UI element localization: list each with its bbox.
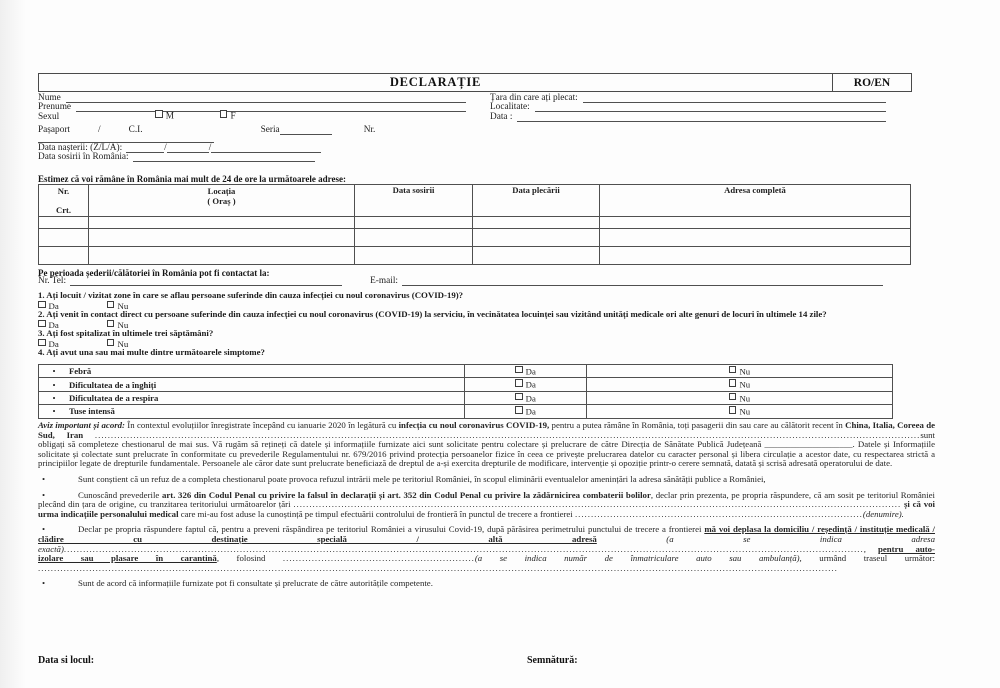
page-title: DECLARAȚIE	[389, 75, 482, 89]
address-row-1	[39, 217, 911, 229]
symptom-row	[39, 391, 893, 404]
checkbox-symptom1-yes[interactable]	[515, 366, 523, 374]
symptoms-table	[38, 364, 893, 419]
name-label: Nume	[38, 92, 61, 103]
bullet-marker: •	[52, 392, 56, 403]
dotted-blank[interactable]: ............................................................	[282, 553, 475, 564]
dotted-blank[interactable]: ..........................................................................................	[574, 508, 863, 519]
col-departure-date: Data plecării	[473, 185, 600, 217]
bullet-run: , folosind	[216, 553, 283, 564]
address-cell[interactable]	[89, 229, 355, 247]
col-location	[89, 185, 355, 217]
sex-male-option	[155, 110, 174, 122]
symptom-row	[39, 405, 893, 418]
no-label: Nu	[117, 320, 129, 330]
series-label: Seria	[260, 125, 280, 135]
arrival-date-field[interactable]	[133, 153, 315, 162]
addresses-table	[38, 184, 911, 265]
language-badge: RO/EN	[832, 74, 911, 91]
bullet-run: care mi-au fost aduse la cunoștință pe timpul efectuării controlului de frontieră în punctul de trecere a frontierei	[178, 508, 575, 519]
bullet-run: și că voi urma indicațiile personalului medical	[38, 499, 935, 519]
address-cell[interactable]	[355, 247, 473, 265]
city-row	[490, 103, 886, 113]
symptom-name	[39, 365, 465, 378]
bullet-run: (denumire).	[862, 508, 904, 519]
bullet-run: Declar pe propria răspundere faptul că, pentru a preveni răspândirea pe teritoriul României a virusului Covid-19, după părăsirea perimetrului punctului de trecere a frontierei	[78, 524, 705, 535]
arrival-date-row	[38, 153, 468, 163]
legal-bullet-refusal	[38, 475, 935, 485]
address-cell[interactable]	[473, 217, 600, 229]
symptom-label: Febră	[69, 366, 92, 377]
sex-label: Sexul	[38, 111, 60, 122]
address-cell[interactable]	[355, 217, 473, 229]
symptom-no-cell	[587, 391, 893, 404]
address-cell[interactable]	[600, 217, 911, 229]
col-nr-line1: Nr.	[57, 186, 70, 196]
addresses-header-row	[39, 185, 911, 217]
symptom-no-cell	[587, 405, 893, 418]
col-nr-line2: Crt.	[55, 205, 72, 215]
identity-right-column	[490, 93, 886, 122]
sex-female-option	[220, 110, 236, 122]
male-label: M	[165, 111, 174, 122]
symptom-no-cell	[587, 365, 893, 378]
legal-bullet-penal-code	[38, 491, 935, 520]
checkbox-q1-no[interactable]	[107, 301, 115, 309]
dotted-blank[interactable]: ..........................................................................................................................................................................................................................................................	[38, 562, 838, 573]
bullet-run: Sunt de acord că informațiile furnizate pot fi consultate și prelucrate de către autoritățile competente.	[78, 578, 433, 589]
address-cell[interactable]	[39, 247, 89, 265]
checkbox-symptom1-no[interactable]	[729, 366, 737, 374]
passport-separator: /	[98, 125, 101, 135]
notice-run: China, Italia, Coreea de Sud, Iran	[38, 420, 936, 440]
notice-run: sunt obligați să completeze chestionarul de mai sus. Vă rugăm să rețineți că datele și informațiile furnizate aici sunt solicitate pentru colectare și prelucrare de către Direcția de Sănătate Publică Județeană ____________________. Datele și Informațiile solicitate și colectate sunt prelucrate în conformitate cu prevederile Regulamentului nr. 679/2016 privind protecția persoanelor fizice în ceea ce privește prelucrarea datelor cu caracter personal și libera circulație a acestor date, cu respectarea strictă a principiilor legate de drepturile fundamentale. Persoanele ale căror date sunt prelucrate beneficiază de dreptul de a-și exercita drepturile de modificare, intervenție și opoziție printr-o cerere semnată, datată și scrisă adresată operatorului de date.	[38, 429, 935, 469]
address-cell[interactable]	[600, 229, 911, 247]
address-cell[interactable]	[473, 247, 600, 265]
email-label: E-mail:	[370, 275, 398, 286]
question-3: 3. Ați fost spitalizat în ultimele trei săptămâni?	[38, 328, 214, 338]
name-row	[38, 93, 466, 103]
checkbox-female[interactable]	[220, 110, 228, 118]
bullet-run: (a se indica număr de înmatriculare auto sau ambulanță),	[474, 553, 802, 564]
city-label: Localitate:	[490, 102, 530, 113]
birth-date-label: Data nașterii: (Z/L/A):	[38, 142, 123, 153]
bullet-marker: •	[52, 366, 56, 377]
phone-field[interactable]	[70, 277, 342, 286]
birth-date-row	[38, 143, 468, 153]
bullet-marker: •	[52, 379, 56, 390]
birth-month-field[interactable]	[167, 144, 209, 153]
question-2: 2. Ați venit în contact direct cu persoane suferinde din cauza infecției cu noul coronavirus (COVID-19) la serviciu, în vecinătatea locuinței sau vizitând unități medicale ori alte genuri de locuri în ultimele 14 zile?	[38, 309, 827, 319]
symptom-yes-cell	[465, 391, 587, 404]
legal-section	[38, 421, 935, 595]
questions-block	[38, 291, 935, 358]
address-cell[interactable]	[89, 247, 355, 265]
symptom-row	[39, 378, 893, 391]
firstname-field[interactable]	[76, 103, 466, 112]
checkbox-q2-yes[interactable]	[38, 320, 46, 328]
dotted-blank[interactable]: ..............................................................................................................................................................................................	[293, 499, 902, 510]
bullet-marker: •	[42, 473, 46, 484]
symptom-label: Dificultatea de a înghiți	[69, 379, 157, 390]
col-location-line2: ( Oraș )	[207, 196, 236, 206]
date-separator-1: /	[164, 142, 167, 153]
birth-year-field[interactable]	[208, 142, 321, 153]
bullet-run: (a se indica adresa exactă)	[38, 533, 936, 554]
no-label: Nu	[739, 379, 751, 390]
symptom-label: Tuse intensă	[69, 406, 115, 417]
contact-heading: Pe perioada șederii/călătoriei în România pot fi contactat la:	[38, 268, 270, 278]
addresses-heading: Estimez că voi rămâne în România mai mult de 24 de ore la următoarele adrese:	[38, 174, 346, 184]
no-label: Nu	[739, 406, 751, 417]
checkbox-symptom2-no[interactable]	[729, 379, 737, 387]
symptom-name	[39, 378, 465, 391]
yes-label: Da	[48, 301, 59, 311]
no-label: Nu	[117, 339, 129, 349]
firstname-label: Prenume	[38, 102, 72, 113]
yes-label: Da	[48, 320, 59, 330]
yes-label: Da	[525, 393, 536, 404]
address-cell[interactable]	[600, 247, 911, 265]
checkbox-q3-yes[interactable]	[38, 339, 46, 347]
bullet-run: urmând traseul următor:	[801, 553, 935, 564]
email-field[interactable]	[402, 277, 883, 286]
phone-label: Nr. Tel:	[38, 275, 67, 286]
dotted-blank[interactable]: ..................................................................................................................................................................................................................................................................	[94, 429, 921, 440]
checkbox-symptom4-yes[interactable]	[515, 406, 523, 414]
departure-date-row	[490, 112, 886, 122]
symptom-yes-cell	[465, 378, 587, 391]
col-nr-crt	[39, 185, 89, 217]
legal-bullet-self-isolation	[38, 525, 935, 573]
question-4: 4. Ați avut una sau mai multe dintre următoarele simptome?	[38, 347, 265, 357]
symptom-no-cell	[587, 378, 893, 391]
checkbox-symptom4-no[interactable]	[729, 406, 737, 414]
name-field[interactable]	[66, 94, 466, 103]
female-label: F	[230, 111, 236, 122]
sex-row	[38, 112, 466, 122]
address-cell[interactable]	[473, 229, 600, 247]
yes-label: Da	[525, 366, 536, 377]
symptom-yes-cell	[465, 405, 587, 418]
departure-date-label: Data :	[490, 111, 513, 122]
city-field[interactable]	[535, 103, 886, 112]
checkbox-q2-no[interactable]	[107, 320, 115, 328]
symptom-yes-cell	[465, 365, 587, 378]
address-row-3	[39, 247, 911, 265]
bullet-run: Cunoscând prevederile	[78, 489, 162, 500]
checkbox-symptom3-no[interactable]	[729, 393, 737, 401]
no-label: Nu	[117, 301, 129, 311]
address-row-2	[39, 229, 911, 247]
col-full-address: Adresa completă	[600, 185, 911, 217]
birth-day-field[interactable]	[126, 144, 164, 153]
notice-run: Aviz important și acord:	[38, 420, 125, 430]
idcard-label: C.I.	[128, 125, 143, 135]
departure-date-field[interactable]	[517, 113, 886, 122]
yes-label: Da	[525, 379, 536, 390]
bullet-marker: •	[42, 578, 46, 589]
bullet-run: art. 326 din Codul Penal cu privire la falsul în declarații și art. 352 din Codul Penal cu privire la zădărnicirea combaterii bolilor	[161, 489, 651, 500]
contact-row	[38, 276, 883, 286]
no-label: Nu	[739, 393, 751, 404]
series-field[interactable]	[280, 126, 332, 135]
col-arrival-date: Data sosirii	[355, 185, 473, 217]
symptom-name	[39, 405, 465, 418]
dotted-blank[interactable]: ..........................................................................................................................................................................................................................................................	[63, 543, 864, 554]
checkbox-q3-no[interactable]	[107, 339, 115, 347]
passport-label: Pașaport	[38, 125, 71, 135]
legal-bullet-consent	[38, 579, 935, 589]
bullet-run: Sunt conștient că un refuz de a completa chestionarul poate provoca refuzul intrării mele pe teritoriul României, în scopul eliminării eventualelor amenințări la adresa sănătății publice a României,	[78, 473, 766, 484]
bullet-marker: •	[42, 524, 46, 535]
bullet-marker: •	[42, 489, 46, 500]
checkbox-symptom2-yes[interactable]	[515, 379, 523, 387]
arrival-date-label: Data sosirii în România:	[38, 152, 129, 163]
important-notice-paragraph	[38, 421, 935, 469]
symptom-row	[39, 365, 893, 378]
address-cell[interactable]	[355, 229, 473, 247]
address-cell[interactable]	[39, 229, 89, 247]
title-bar	[38, 73, 912, 92]
checkbox-q1-yes[interactable]	[38, 301, 46, 309]
checkbox-symptom3-yes[interactable]	[515, 393, 523, 401]
footer-row	[38, 655, 935, 666]
notice-run	[83, 430, 95, 440]
number-label: Nr.	[363, 125, 376, 135]
no-label: Nu	[739, 366, 751, 377]
date-place-label: Data si locul:	[38, 655, 95, 666]
symptom-label: Dificultatea de a respira	[69, 392, 159, 403]
bullet-marker: •	[52, 406, 56, 417]
bullet-run: , declar prin prezenta, pe propria răspundere, că am sosit pe teritoriul României plecând din țara de origine, cu tranzitarea teritoriului următoarelor țări	[38, 489, 935, 510]
col-location-line1: Locația	[207, 186, 236, 196]
firstname-row	[38, 103, 466, 113]
address-cell[interactable]	[89, 217, 355, 229]
country-label: Țara din care ați plecat:	[490, 92, 578, 103]
bullet-run: ,	[863, 543, 878, 554]
signature-label: Semnătură:	[527, 655, 578, 666]
notice-run: În contextul evoluțiilor înregistrate începând cu ianuarie 2020 în legătură cu	[124, 420, 399, 430]
bullet-run: mă voi deplasa la domiciliu / reședință / instituție medicală / clădire cu destinație specială / altă adresă	[38, 524, 935, 544]
symptom-name	[39, 391, 465, 404]
yes-label: Da	[525, 406, 536, 417]
address-cell[interactable]	[39, 217, 89, 229]
yes-label: Da	[48, 339, 59, 349]
identity-left-column	[38, 93, 466, 122]
bullet-run: pentru auto-izolare sau plasare în carantină	[38, 543, 935, 564]
question-1: 1. Ați locuit / vizitat zone în care se aflau persoane suferinde din cauza infecției cu noul coronavirus (COVID-19)?	[38, 290, 464, 300]
country-field[interactable]	[583, 94, 886, 103]
country-row	[490, 93, 886, 103]
checkbox-male[interactable]	[155, 110, 163, 118]
notice-run: infecția cu noul coronavirus COVID-19,	[398, 420, 550, 430]
notice-run: pentru a putea rămâne în România, toți pasagerii din sau care au călătorit recent în	[549, 420, 846, 430]
date-separator-2: /	[208, 142, 212, 153]
passport-block	[38, 124, 468, 162]
